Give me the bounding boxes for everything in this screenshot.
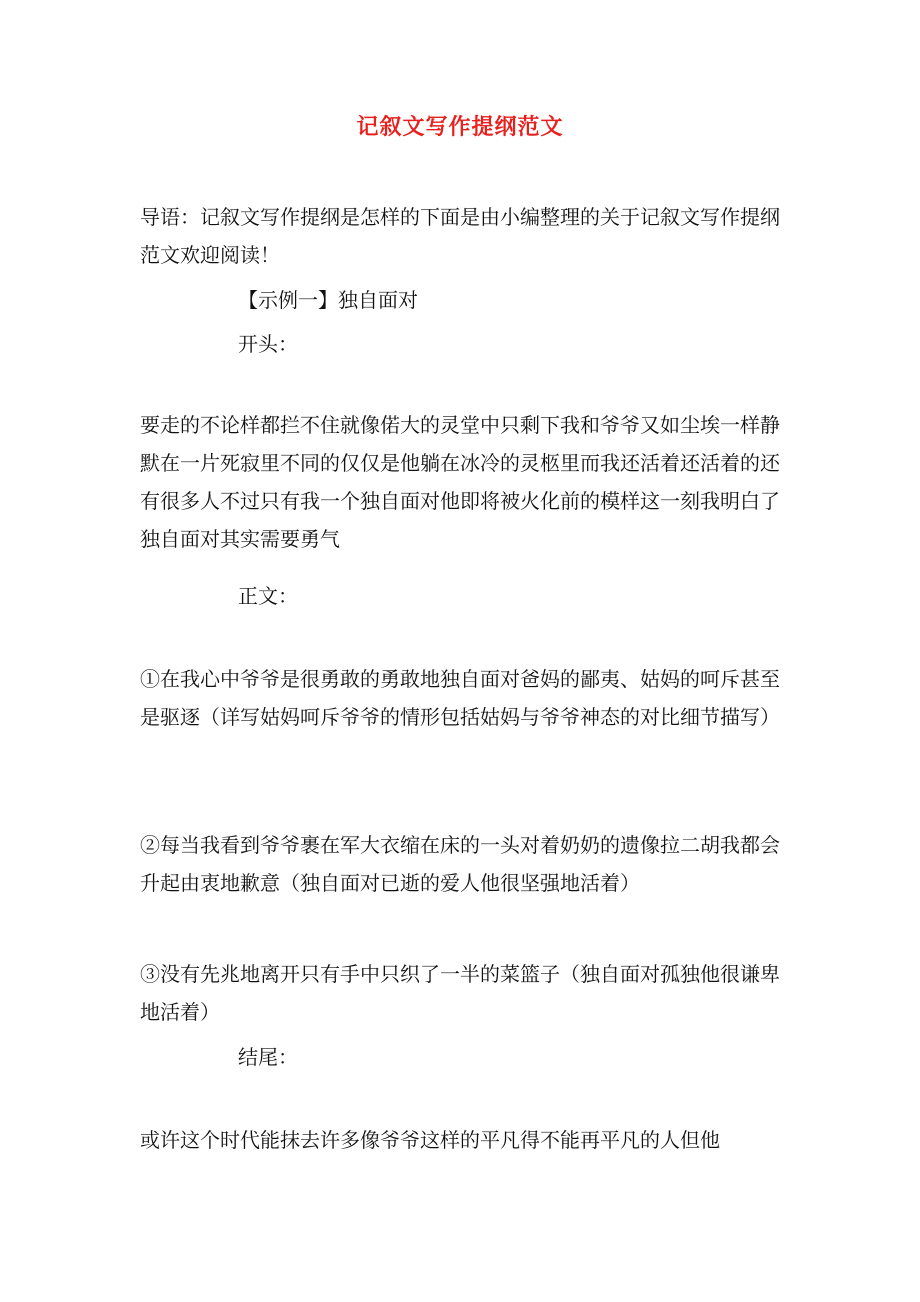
opening-paragraph: 要走的不论样都拦不住就像偌大的灵堂中只剩下我和爷爷又如尘埃一样静默在一片死寂里不同的仅仅是他躺在冰冷的灵柩里而我还活着还活着的还有很多人不过只有我一个独自面对他即将被火化前的模样这一刻我明白了独自面对其实需要勇气 — [140, 413, 780, 551]
body-point-3: ③没有先兆地离开只有手中只织了一半的菜篮子（独自面对孤独他很谦卑地活着） — [140, 962, 780, 1024]
body-label: 正文： — [238, 584, 298, 608]
document-title: 记叙文写作提纲范文 — [356, 114, 564, 140]
body-point-1: ①在我心中爷爷是很勇敢的勇敢地独自面对爸妈的鄙夷、姑妈的呵斥甚至是驱逐（详写姑妈呵斥爷爷的情形包括姑妈与爷爷神态的对比细节描写） — [140, 667, 780, 729]
example-heading: 【示例一】独自面对 — [238, 288, 418, 312]
ending-paragraph: 或许这个时代能抹去许多像爷爷这样的平凡得不能再平凡的人但他 — [140, 1128, 720, 1152]
intro-paragraph: 导语：记叙文写作提纲是怎样的下面是由小编整理的关于记叙文写作提纲范文欢迎阅读！ — [140, 205, 780, 267]
body-point-2: ②每当我看到爷爷裹在军大衣缩在床的一头对着奶奶的遗像拉二胡我都会升起由衷地歉意（独自面对已逝的爱人他很坚强地活着） — [140, 833, 780, 895]
ending-label: 结尾： — [238, 1045, 298, 1069]
opening-label: 开头： — [238, 332, 298, 356]
